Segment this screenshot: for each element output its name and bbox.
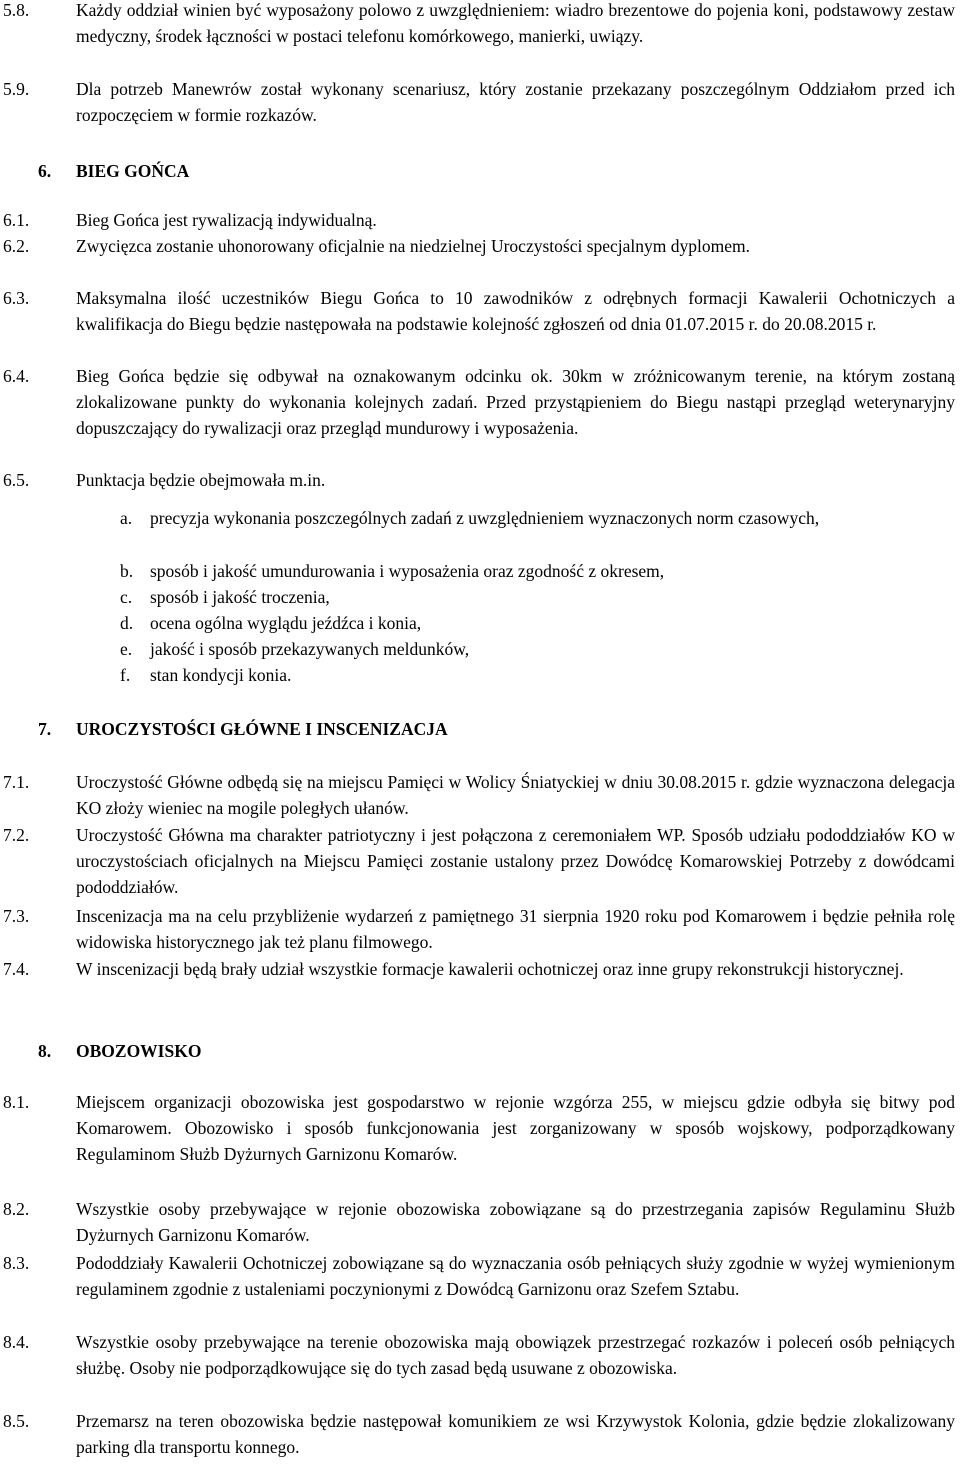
list-item bbox=[0, 584, 960, 610]
section-8-3 bbox=[0, 1250, 960, 1302]
section-text: Bieg Gońca będzie się odbywał na oznakowanym odcinku ok. 30km w zróżnicowanym terenie, na którym zostaną zlokalizowane punkty do wykonania kolejnych zadań. Przed przystąpieniem do Biegu nastąpi przegląd weterynaryjny dopuszczający do rywalizacji oraz przegląd mundurowy i wyposażenia. bbox=[76, 366, 955, 438]
section-8-4 bbox=[0, 1329, 960, 1381]
list-item bbox=[0, 662, 960, 688]
list-item-text: jakość i sposób przekazywanych meldunków, bbox=[150, 639, 470, 659]
list-item bbox=[0, 636, 960, 662]
list-item-text: precyzja wykonania poszczególnych zadań z uwzględnieniem wyznaczonych norm czasowych, bbox=[150, 508, 820, 528]
section-text: Każdy oddział winien być wyposażony polowo z uwzględnieniem: wiadro brezentowe do pojenia koni, podstawowy zestaw medyczny, środek łączności w postaci telefonu komórkowego, manierki, uwiązy. bbox=[76, 0, 955, 46]
section-number: 5.8. bbox=[3, 0, 30, 20]
section-number: 6.2. bbox=[3, 236, 30, 256]
section-number: 8.3. bbox=[3, 1253, 30, 1273]
heading-number: 8. bbox=[38, 1041, 52, 1061]
list-item-text: ocena ogólna wyglądu jeźdźca i konia, bbox=[150, 613, 422, 633]
heading-section-7 bbox=[38, 716, 448, 742]
heading-title: UROCZYSTOŚCI GŁÓWNE I INSCENIZACJA bbox=[76, 719, 448, 739]
list-item-letter: e. bbox=[120, 639, 133, 659]
section-text: Bieg Gońca jest rywalizacją indywidualną. bbox=[76, 210, 377, 230]
section-7-2 bbox=[0, 822, 960, 900]
list-item-letter: c. bbox=[120, 587, 133, 607]
heading-number: 7. bbox=[38, 719, 52, 739]
list-item-letter: b. bbox=[120, 561, 134, 581]
heading-title: BIEG GOŃCA bbox=[76, 161, 190, 181]
section-7-1 bbox=[0, 769, 960, 821]
section-number: 8.2. bbox=[3, 1199, 30, 1219]
list-item bbox=[0, 505, 960, 531]
heading-section-6 bbox=[38, 158, 189, 184]
heading-section-8 bbox=[38, 1038, 201, 1064]
list-item-text: sposób i jakość troczenia, bbox=[150, 587, 330, 607]
section-8-2 bbox=[0, 1196, 960, 1248]
section-text: Dla potrzeb Manewrów został wykonany scenariusz, który zostanie przekazany poszczególnym Oddziałom przed ich rozpoczęciem w formie rozkazów. bbox=[76, 79, 955, 125]
section-6-1 bbox=[0, 207, 960, 233]
section-text: Zwycięzca zostanie uhonorowany oficjalnie na niedzielnej Uroczystości specjalnym dyplomem. bbox=[76, 236, 750, 256]
section-number: 7.4. bbox=[3, 959, 30, 979]
section-number: 8.5. bbox=[3, 1411, 30, 1431]
list-item bbox=[0, 558, 960, 584]
section-text: Pododdziały Kawalerii Ochotniczej zobowiązane są do wyznaczania osób pełniących służy zgodnie w wyżej wymienionym regulaminem zgodnie z ustaleniami poczynionymi z Dowódcą Garnizonu oraz Szefem Sztabu. bbox=[76, 1253, 955, 1299]
section-6-5 bbox=[0, 467, 960, 493]
section-text: Inscenizacja ma na celu przybliżenie wydarzeń z pamiętnego 31 sierpnia 1920 roku pod Komarowem i będzie pełniła rolę widowiska historycznego jak też planu filmowego. bbox=[76, 906, 955, 952]
section-number: 6.4. bbox=[3, 366, 30, 386]
section-text: Maksymalna ilość uczestników Biegu Gońca to 10 zawodników z odrębnych formacji Kawalerii Ochotniczych a kwalifikacja do Biegu będzie następowała na podstawie kolejność zgłoszeń od dnia 01.07.2015 r. do 20.08.2015 r. bbox=[76, 288, 955, 334]
section-number: 7.1. bbox=[3, 772, 30, 792]
list-item-letter: d. bbox=[120, 613, 134, 633]
section-text: W inscenizacji będą brały udział wszystkie formacje kawalerii ochotniczej oraz inne grupy rekonstrukcji historycznej. bbox=[76, 959, 904, 979]
section-number: 5.9. bbox=[3, 79, 30, 99]
section-text: Wszystkie osoby przebywające w rejonie obozowiska zobowiązane są do przestrzegania zapisów Regulaminu Służb Dyżurnych Garnizonu Komarów. bbox=[76, 1199, 955, 1245]
section-7-3 bbox=[0, 903, 960, 955]
heading-number: 6. bbox=[38, 161, 52, 181]
heading-title: OBOZOWISKO bbox=[76, 1041, 202, 1061]
section-6-3 bbox=[0, 285, 960, 337]
section-number: 7.3. bbox=[3, 906, 30, 926]
section-text: Uroczystość Główna ma charakter patriotyczny i jest połączona z ceremoniałem WP. Sposób udziału pododdziałów KO w uroczystościach oficjalnych na Miejscu Pamięci zostanie ustalony przez Dowódcę Komarowskiej Potrzeby z dowódcami pododdziałów. bbox=[76, 825, 955, 897]
section-5-9 bbox=[0, 76, 960, 128]
section-text: Punktacja będzie obejmowała m.in. bbox=[76, 470, 326, 490]
section-number: 6.5. bbox=[3, 470, 30, 490]
section-8-1 bbox=[0, 1089, 960, 1167]
section-number: 6.3. bbox=[3, 288, 30, 308]
section-number: 8.1. bbox=[3, 1092, 30, 1112]
section-text: Miejscem organizacji obozowiska jest gospodarstwo w rejonie wzgórza 255, w miejscu gdzie odbyła się bitwy pod Komarowem. Obozowisko i sposób funkcjonowania jest zorganizowany w sposób wojskowy, podporządkowany Regulaminom Służb Dyżurnych Garnizonu Komarów. bbox=[76, 1092, 955, 1164]
list-item-text: stan kondycji konia. bbox=[150, 665, 292, 685]
section-6-2 bbox=[0, 233, 960, 259]
list-item-text: sposób i jakość umundurowania i wyposażenia oraz zgodność z okresem, bbox=[150, 561, 665, 581]
section-text: Uroczystość Główne odbędą się na miejscu Pamięci w Wolicy Śniatyckiej w dniu 30.08.2015 r. gdzie wyznaczona delegacja KO złoży wieniec na mogile poległych ułanów. bbox=[76, 772, 955, 818]
list-item-letter: a. bbox=[120, 508, 133, 528]
list-item bbox=[0, 610, 960, 636]
section-number: 6.1. bbox=[3, 210, 30, 230]
section-text: Przemarsz na teren obozowiska będzie następował komunikiem ze wsi Krzywystok Kolonia, gdzie będzie zlokalizowany parking dla transportu konnego. bbox=[76, 1411, 955, 1457]
section-7-4 bbox=[0, 956, 960, 982]
section-5-8 bbox=[0, 0, 960, 49]
list-item-letter: f. bbox=[120, 665, 131, 685]
section-number: 7.2. bbox=[3, 825, 30, 845]
section-number: 8.4. bbox=[3, 1332, 30, 1352]
section-8-5 bbox=[0, 1408, 960, 1460]
section-6-4 bbox=[0, 363, 960, 441]
section-text: Wszystkie osoby przebywające na terenie obozowiska mają obowiązek przestrzegać rozkazów i poleceń osób pełniących służbę. Osoby nie podporządkowujące się do tych zasad będą usuwane z obozowiska. bbox=[76, 1332, 955, 1378]
